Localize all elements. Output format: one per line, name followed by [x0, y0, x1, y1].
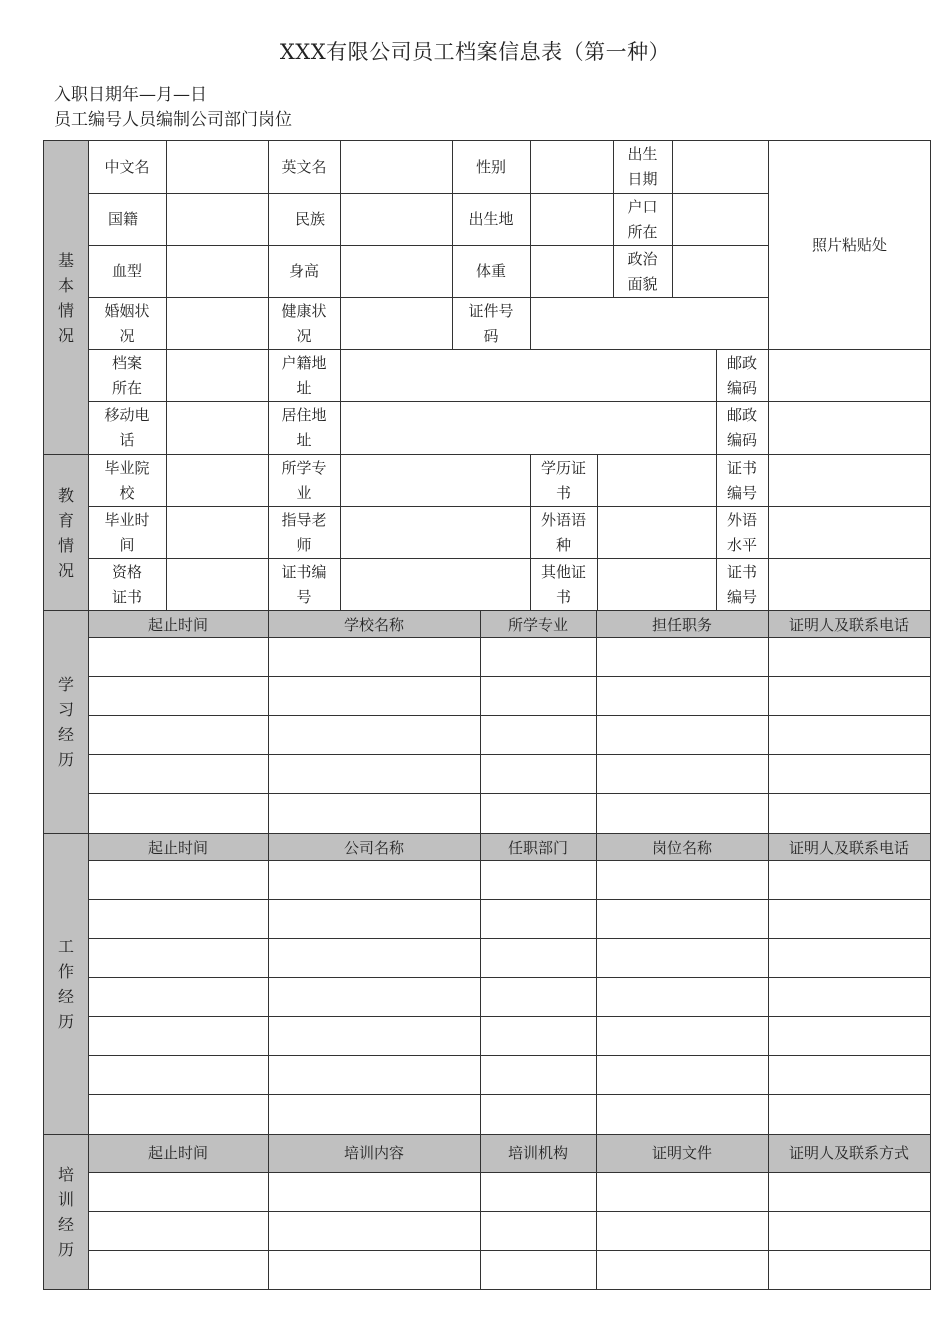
label-archive-location: 档案 所在: [111, 353, 142, 397]
grid-line: [44, 454, 931, 455]
label-degree-cert: 学历证 书: [540, 458, 586, 502]
training-header-period: 起止时间: [147, 1144, 208, 1162]
work-header-reference: 证明人及联系电话: [788, 839, 909, 857]
grid-line: [88, 1172, 931, 1173]
grid-line: [88, 715, 931, 716]
grid-line: [88, 349, 931, 350]
grid-line: [88, 676, 931, 677]
label-postcode-2: 邮政 编码: [726, 406, 757, 449]
training-header-content: 培训内容: [343, 1144, 404, 1162]
label-weight: 体重: [475, 262, 506, 280]
grid-line: [88, 1211, 931, 1212]
label-other-cert: 其他证 书: [540, 562, 586, 606]
grid-line: [88, 899, 931, 900]
entry-date-line: 入职日期年—月—日: [54, 85, 207, 105]
grid-line: [597, 454, 598, 611]
label-grad-time: 毕业时 间: [104, 510, 150, 554]
grid-line: [88, 1250, 931, 1251]
label-major: 所学专 业: [281, 458, 327, 502]
label-qualification: 资格 证书: [111, 563, 142, 606]
label-gender: 性别: [475, 157, 506, 176]
training-header-institution: 培训机构: [507, 1144, 568, 1162]
grid-line: [88, 1016, 931, 1017]
page-title: XXX有限公司员工档案信息表（第一种）: [279, 40, 671, 64]
label-cert-no-2: 证书 编号: [726, 562, 757, 606]
study-header-major: 所学专业: [507, 616, 568, 634]
work-header-period: 起止时间: [147, 839, 208, 857]
label-postcode-1: 邮政 编码: [726, 353, 757, 397]
label-hukou-address: 户籍地 址: [281, 353, 327, 397]
label-nationality: 国籍: [107, 210, 138, 228]
training-header-reference: 证明人及联系方式: [788, 1144, 909, 1162]
label-id-number: 证件号 码: [468, 301, 514, 345]
label-cert-no-1: 证书 编号: [726, 458, 757, 502]
label-chinese-name: 中文名: [104, 157, 150, 176]
label-blood-type: 血型: [111, 262, 142, 280]
grid-line: [596, 610, 597, 1290]
label-ethnicity: 民族: [294, 210, 325, 228]
label-residence-address: 居住地 址: [281, 406, 327, 449]
grid-line: [88, 938, 931, 939]
staff-info-line: 员工编号人员编制公司部门岗位: [54, 110, 292, 130]
section-title-training: 培 训 经 历: [57, 1165, 74, 1259]
label-height: 身高: [288, 262, 319, 280]
grid-line: [88, 1055, 931, 1056]
study-header-reference: 证明人及联系电话: [788, 616, 909, 634]
grid-line: [88, 558, 931, 559]
grid-line: [930, 140, 931, 1290]
grid-line: [88, 1094, 931, 1095]
grid-line: [88, 297, 769, 298]
work-header-company: 公司名称: [343, 839, 404, 857]
grid-line: [88, 401, 931, 402]
grid-line: [480, 610, 481, 1290]
label-political-status: 政治 面貌: [627, 249, 658, 293]
label-marital-status: 婚姻状 况: [104, 301, 150, 345]
label-qual-cert-no: 证书编 号: [281, 562, 327, 606]
work-header-job-title: 岗位名称: [651, 839, 712, 857]
section-title-basic: 基 本 情 况: [57, 250, 74, 345]
grid-line: [88, 754, 931, 755]
label-language: 外语语 种: [540, 510, 586, 554]
label-mobile: 移动电 话: [104, 406, 150, 449]
study-header-school: 学校名称: [343, 616, 404, 634]
grid-line: [44, 1289, 931, 1290]
grid-line: [88, 977, 931, 978]
label-english-name: 英文名: [281, 157, 327, 176]
grid-line: [88, 506, 931, 507]
work-header-department: 任职部门: [507, 839, 568, 857]
grid-line: [88, 793, 931, 794]
label-birthplace: 出生地: [468, 210, 514, 228]
grid-line: [166, 140, 167, 611]
section-title-work: 工 作 经 历: [57, 937, 74, 1031]
label-advisor: 指导老 师: [281, 510, 327, 554]
grid-line: [44, 610, 931, 611]
grid-line: [530, 140, 531, 350]
training-header-document: 证明文件: [651, 1144, 712, 1162]
study-header-period: 起止时间: [147, 616, 208, 634]
grid-line: [672, 140, 673, 298]
label-hukou-location: 户口 所在: [627, 197, 658, 241]
photo-area: 照片粘贴处: [811, 235, 887, 254]
section-title-education: 教 育 情 况: [57, 485, 74, 580]
label-health-status: 健康状 况: [281, 301, 327, 345]
grid-line: [44, 833, 931, 834]
label-birth-date: 出生 日期: [627, 145, 658, 188]
label-language-level: 外语 水平: [726, 510, 757, 554]
section-title-study: 学 习 经 历: [57, 675, 74, 769]
study-header-position: 担任职务: [651, 616, 712, 634]
label-school: 毕业院 校: [104, 458, 150, 502]
